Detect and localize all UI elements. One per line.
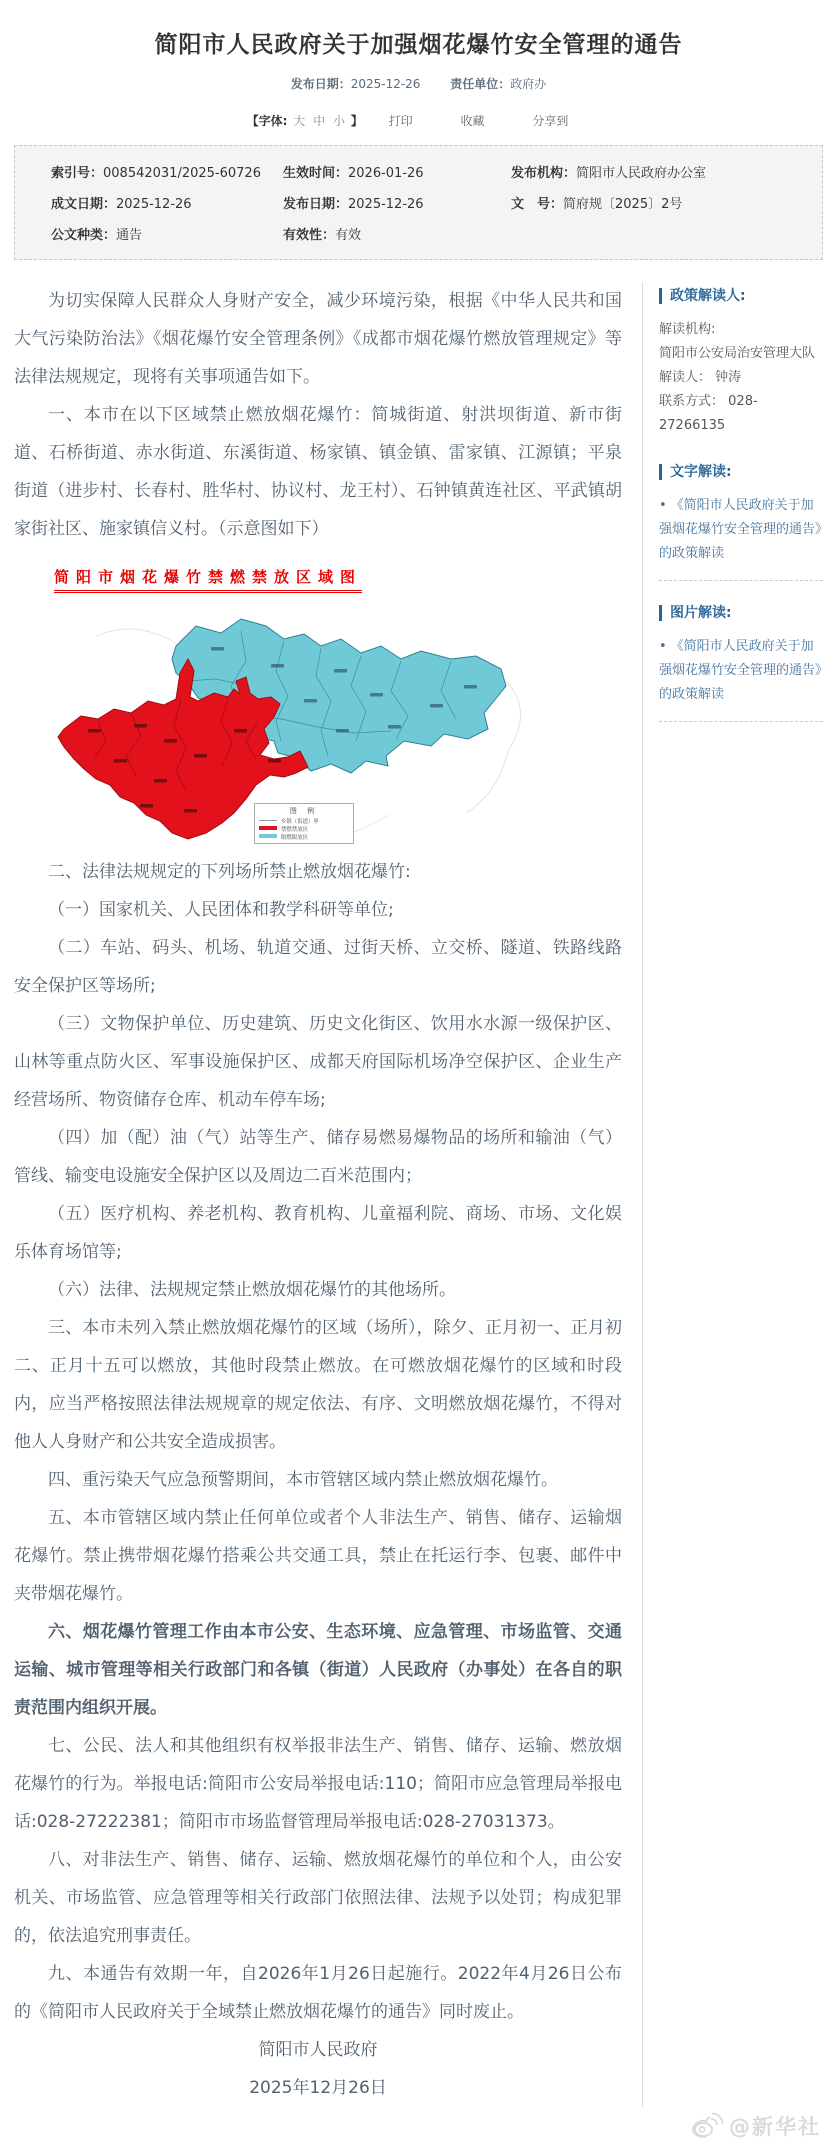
bullet-icon: •: [659, 498, 667, 513]
map-legend-title: 图 例: [289, 807, 319, 815]
font-large-button[interactable]: 大: [293, 114, 306, 128]
font-small-button[interactable]: 小: [332, 114, 345, 128]
paragraph-intro: 为切实保障人民群众人身财产安全，减少环境污染，根据《中华人民共和国大气污染防治法》《烟花爆竹安全管理条例》《成都市烟花爆竹燃放管理规定》等法律法规规定，现将有关事项通告如下。: [14, 291, 622, 387]
font-size-label: 【字体:: [246, 114, 288, 128]
favorite-button[interactable]: 收藏: [460, 114, 485, 128]
unit-label: 责任单位：: [450, 77, 511, 91]
paragraph-section-8: 八、对非法生产、销售、储存、运输、燃放烟花爆竹的单位和个人，由公安机关、市场监管、应急管理等相关行政部门依照法律、法规予以处罚；构成犯罪的，依法追究刑事责任。: [14, 1850, 622, 1946]
legend-item-ban: 禁燃禁放区: [259, 824, 349, 832]
paragraph-section-3: 三、本市未列入禁止燃放烟花爆竹的区域（场所），除夕、正月初一、正月初二、正月十五可以燃放，其他时段禁止燃放。在可燃放烟花爆竹的区域和时段内，应当严格按照法律法规规章的规定依法、有序、文明燃放烟花爆竹，不得对他人人身财产和公共安全造成损害。: [14, 1318, 622, 1452]
paragraph-section-5: 五、本市管辖区域内禁止任何单位或者个人非法生产、销售、储存、运输烟花爆竹。禁止携带烟花爆竹搭乘公共交通工具，禁止在托运行李、包裹、邮件中夹带烟花爆竹。: [14, 1508, 622, 1604]
legend-item-boundary: 乡镇（街道）界: [259, 816, 349, 824]
xinhua-watermark: [689, 2111, 821, 2141]
paragraph-item-6: （六）法律、法规规定禁止燃放烟花爆竹的其他场所。: [48, 1280, 456, 1300]
map-title: 简阳市烟花爆竹禁燃禁放区域图: [54, 566, 362, 593]
meta-doc-number: 文 号：简府规〔2025〕2号: [511, 197, 683, 212]
content-sidebar-divider: [642, 282, 643, 2107]
ban-zone-map: [36, 566, 541, 843]
font-medium-button[interactable]: 中: [313, 114, 326, 128]
bullet-icon: •: [659, 639, 667, 654]
map-legend: [254, 803, 354, 844]
interpreter-header: 政策解读人:: [659, 288, 823, 304]
document-meta-box: [14, 145, 823, 260]
interpret-person: 解读人： 钟涛: [659, 370, 742, 385]
publish-date-label: 发布日期：: [290, 77, 351, 91]
paragraph-section-2: 二、法律法规规定的下列场所禁止燃放烟花爆竹:: [48, 862, 411, 882]
map-canvas: [36, 601, 541, 843]
page-title: 简阳市人民政府关于加强烟花爆竹安全管理的通告: [154, 32, 683, 58]
paragraph-item-4: （四）加（配）油（气）站等生产、储存易燃易爆物品的场所和输油（气）管线、输变电设施安全保护区以及周边二百米范围内；: [14, 1128, 622, 1186]
watermark-text: @新华社: [729, 2115, 821, 2139]
meta-publish-date: 发布日期：2025-12-26: [283, 197, 424, 212]
paragraph-section-1: 一、本市在以下区域禁止燃放烟花爆竹：简城街道、射洪坝街道、新市街道、石桥街道、赤水街道、东溪街道、杨家镇、镇金镇、雷家镇、江源镇；平泉街道（进步村、长春村、胜华村、协议村、龙王村）、石钟镇黄连社区、平武镇胡家街社区、施家镇信义村。（示意图如下）: [14, 405, 622, 539]
boundary-line-swatch: [259, 820, 277, 821]
paragraph-item-2: （二）车站、码头、机场、轨道交通、过街天桥、立交桥、隧道、铁路线路安全保护区等场所;: [14, 938, 622, 996]
signature-date: 2025年12月26日: [249, 2078, 387, 2098]
share-button[interactable]: 分享到: [532, 114, 569, 128]
meta-issuing-agency: 发布机构：简阳市人民政府办公室: [511, 166, 707, 181]
page-toolbar: [14, 112, 823, 129]
meta-index-no: 索引号：008542031/2025-60726: [51, 166, 261, 181]
signature-issuer: 简阳市人民政府: [258, 2040, 378, 2060]
weibo-icon: [689, 2111, 725, 2141]
paragraph-section-4: 四、重污染天气应急预警期间，本市管辖区域内禁止燃放烟花爆竹。: [48, 1470, 558, 1490]
text-interpretation-block: [659, 464, 823, 581]
notice-body: [14, 282, 622, 2107]
text-interpretation-link[interactable]: • 《简阳市人民政府关于加强烟花爆竹安全管理的通告》的政策解读: [659, 494, 823, 581]
print-button[interactable]: 打印: [388, 114, 413, 128]
interpret-contact: 联系方式： 028-27266135: [659, 394, 758, 433]
paragraph-section-6: 六、烟花爆竹管理工作由本市公安、生态环境、应急管理、市场监管、交通运输、城市管理等相关行政部门和各镇（街道）人民政府（办事处）在各自的职责范围内组织开展。: [14, 1622, 622, 1718]
meta-doc-type: 公文种类：通告: [51, 228, 143, 243]
interpreter-block: [659, 288, 823, 438]
paragraph-section-9: 九、本通告有效期一年，自2026年1月26日起施行。2022年4月26日公布的《简阳市人民政府关于全域禁止燃放烟花爆竹的通告》同时废止。: [14, 1964, 622, 2022]
interpret-agency: 简阳市公安局治安管理大队: [659, 346, 816, 361]
policy-sidebar: [659, 282, 823, 2107]
limit-zone-swatch: [259, 834, 277, 838]
paragraph-item-3: （三）文物保护单位、历史建筑、历史文化街区、饮用水水源一级保护区、山林等重点防火区、军事设施保护区、成都天府国际机场净空保护区、企业生产经营场所、物资储存仓库、机动车停车场;: [14, 1014, 622, 1110]
image-interpretation-link[interactable]: • 《简阳市人民政府关于加强烟花爆竹安全管理的通告》的政策解读: [659, 635, 823, 722]
image-interpretation-header: 图片解读:: [659, 605, 823, 621]
text-interpretation-header: 文字解读:: [659, 464, 823, 480]
publish-info: [14, 75, 823, 92]
meta-written-date: 成文日期：2025-12-26: [51, 197, 192, 212]
interpret-agency-label: 解读机构:: [659, 322, 716, 337]
paragraph-section-7: 七、公民、法人和其他组织有权举报非法生产、销售、储存、运输、燃放烟花爆竹的行为。举报电话:简阳市公安局举报电话:110；简阳市应急管理局举报电话:028-27222381；简阳市市场监督管理局举报电话:028-27031373。: [14, 1736, 622, 1832]
meta-effective-date: 生效时间：2026-01-26: [283, 166, 424, 181]
unit-value: 政府办: [510, 77, 547, 91]
paragraph-item-1: （一）国家机关、人民团体和教学科研等单位;: [48, 900, 394, 920]
font-size-label-close: 】: [350, 114, 363, 128]
legend-item-limit: 限燃限放区: [259, 832, 349, 840]
meta-validity: 有效性：有效: [283, 228, 362, 243]
image-interpretation-block: [659, 605, 823, 722]
paragraph-item-5: （五）医疗机构、养老机构、教育机构、儿童福利院、商场、市场、文化娱乐体育场馆等;: [14, 1204, 622, 1262]
publish-date: 2025-12-26: [350, 77, 421, 91]
ban-zone-swatch: [259, 826, 277, 830]
